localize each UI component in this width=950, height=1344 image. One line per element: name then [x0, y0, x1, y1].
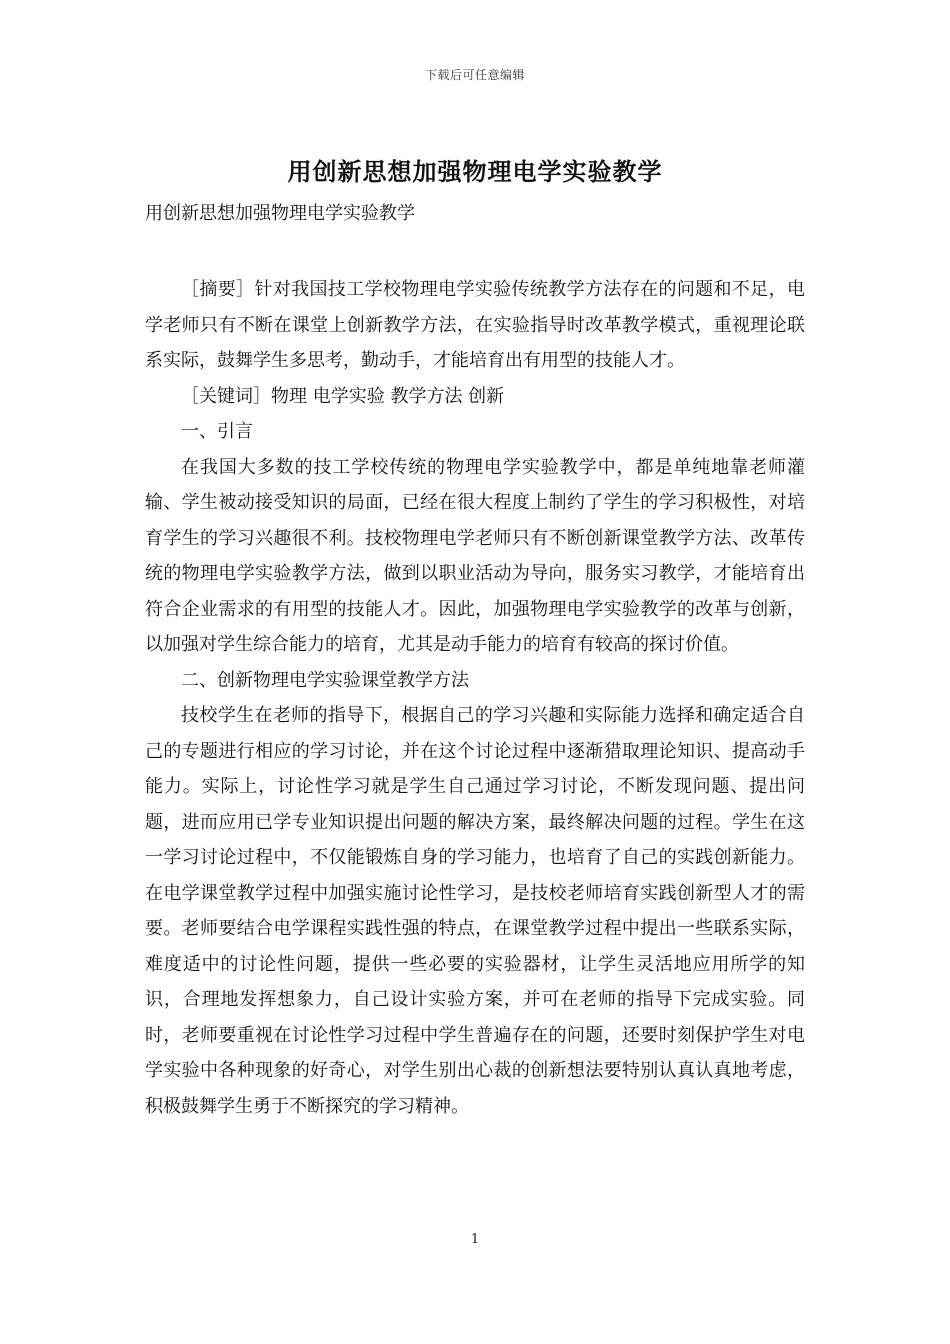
page-number: 1 — [470, 1232, 480, 1247]
section-heading-introduction: 一、引言 — [181, 421, 253, 442]
body-paragraph: 在我国大多数的技工学校传统的物理电学实验教学中，都是单纯地靠老师灌输、学生被动接受知识的局面，已经在很大程度上制约了学生的学习积极性，对培育学生的学习兴趣很不利。技校物理电学老师只有不断创新课堂教学方法、改革传统的物理电学实验教学方法，做到以职业活动为导向，服务实习教学，才能培育出符合企业需求的有用型的技能人才。因此，加强物理电学实验教学的改革与创新，以加强对学生综合能力的培育，尤其是动手能力的培育有较高的探讨价值。 — [145, 456, 805, 655]
page-header: 下载后可任意编辑 — [424, 68, 525, 82]
document-body — [145, 272, 805, 1124]
section-heading-teaching-methods: 二、创新物理电学实验课堂教学方法 — [181, 669, 469, 691]
keywords-paragraph: ［关键词］物理 电学实验 教学方法 创新 — [181, 385, 505, 407]
body-paragraph: 技校学生在老师的指导下，根据自己的学习兴趣和实际能力选择和确定适合自己的专题进行相应的学习讨论，并在这个讨论过程中逐渐猎取理论知识、提高动手能力。实际上，讨论性学习就是学生自己通过学习讨论，不断发现问题、提出问题，进而应用已学专业知识提出问题的解决方案，最终解决问题的过程。学生在这一学习讨论过程中，不仅能锻炼自身的学习能力，也培育了自己的实践创新能力。在电学课堂教学过程中加强实施讨论性学习，是技校老师培育实践创新型人才的需要。老师要结合电学课程实践性强的特点，在课堂教学过程中提出一些联系实际，难度适中的讨论性问题，提供一些必要的实验器材，让学生灵活地应用所学的知识，合理地发挥想象力，自己设计实验方案，并可在老师的指导下完成实验。同时，老师要重视在讨论性学习过程中学生普遍存在的问题，还要时刻保护学生对电学实验中各种现象的好奇心，对学生别出心裁的创新想法要特别认真认真地考虑，积极鼓舞学生勇于不断探究的学习精神。 — [145, 705, 805, 1117]
abstract-paragraph: ［摘要］针对我国技工学校物理电学实验传统教学方法存在的问题和不足，电学老师只有不断在课堂上创新教学方法，在实验指导时改革教学模式，重视理论联系实际，鼓舞学生多思考，勤动手，才能培育出有用型的技能人才。 — [145, 279, 805, 371]
document-title: 用创新思想加强物理电学实验教学 — [287, 157, 663, 186]
document-subtitle: 用创新思想加强物理电学实验教学 — [145, 203, 415, 224]
